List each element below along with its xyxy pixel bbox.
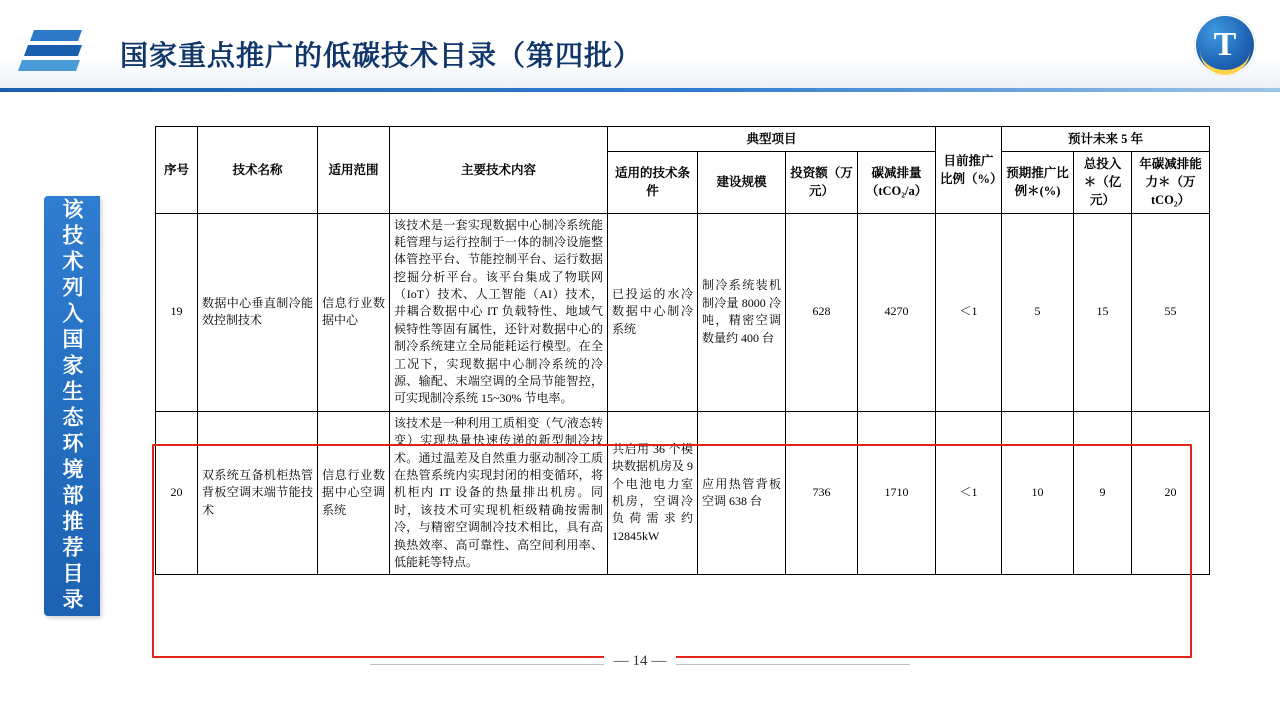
cell-tech-name: 双系统互备机柜热管背板空调末端节能技术 [198,411,318,575]
cell-current-promo: ＜1 [936,213,1002,411]
col-expected-promo: 预期推广比例＊(%) [1002,152,1074,213]
technology-catalog-table-wrapper [155,126,1202,575]
cell-total-input: 15 [1074,213,1132,411]
page-number: — 14 — [604,653,677,670]
organization-logo [1194,14,1256,76]
col-total-input: 总投入＊（亿元） [1074,152,1132,213]
side-callout-label: 该技术列入国家生态环境部推荐目录 [60,198,84,614]
cell-seq: 19 [156,213,198,411]
col-investment: 投资额（万元） [786,152,858,213]
cell-carbon-reduction: 4270 [858,213,936,411]
cell-expected-promo: 5 [1002,213,1074,411]
col-current-promo: 目前推广比例（%） [936,127,1002,214]
logo-letter: T [1213,26,1237,63]
cell-construction-scale: 应用热管背板空调 638 台 [698,411,786,575]
table-row [156,213,1210,411]
cell-applicable-condition: 已投运的水冷数据中心制冷系统 [608,213,698,411]
cell-total-input: 9 [1074,411,1132,575]
page-title: 国家重点推广的低碳技术目录（第四批） [120,40,643,71]
col-seq: 序号 [156,127,198,214]
cell-investment: 628 [786,213,858,411]
col-tech-name: 技术名称 [198,127,318,214]
cell-investment: 736 [786,411,858,575]
technology-catalog-table [155,126,1210,575]
col-annual-capacity: 年碳减排能力＊（万 tCO₂） [1132,152,1210,213]
table-header-row-top [156,127,1210,152]
cell-scope: 信息行业数据中心空调系统 [318,411,390,575]
col-construction-scale: 建设规模 [698,152,786,213]
cell-carbon-reduction: 1710 [858,411,936,575]
cell-applicable-condition: 共启用 36 个模块数据机房及 9 个电池电力室机房，空调冷负荷需求约 12845kW [608,411,698,575]
col-future-5-years: 预计未来 5 年 [1002,127,1210,152]
cell-tech-name: 数据中心垂直制冷能效控制技术 [198,213,318,411]
cell-expected-promo: 10 [1002,411,1074,575]
col-scope: 适用范围 [318,127,390,214]
col-carbon-reduction: 碳减排量（tCO₂/a） [858,152,936,213]
col-typical-project: 典型项目 [608,127,936,152]
table-row-highlighted [156,411,1210,575]
slide-header [0,0,1280,96]
cell-seq: 20 [156,411,198,575]
cell-main-content: 该技术是一种利用工质相变（气/液态转变）实现热量快速传递的新型制冷技术。通过温差及自然重力驱动制冷工质在热管系统内实现封闭的相变循环，将机柜内 IT 设备的热量排出机房。同时，该技术可实现机柜级精确按需制冷，与精密空调制冷技术相比，具有高换热效率、高可靠性、高空间利用率、低能耗等特点。 [390,411,608,575]
cell-current-promo: ＜1 [936,411,1002,575]
cell-scope: 信息行业数据中心 [318,213,390,411]
cell-annual-capacity: 20 [1132,411,1210,575]
col-applicable-condition: 适用的技术条件 [608,152,698,213]
col-main-content: 主要技术内容 [390,127,608,214]
header-divider [0,88,1280,92]
header-accent-stripes-icon [18,30,82,74]
cell-construction-scale: 制冷系统装机制冷量 8000 冷吨，精密空调数量约 400 台 [698,213,786,411]
slide-footer [0,652,1280,670]
cell-main-content: 该技术是一套实现数据中心制冷系统能耗管理与运行控制于一体的制冷设施整体管控平台、节能控制平台、运行数据挖掘分析平台。该平台集成了物联网（IoT）技术、人工智能（AI）技术，并耦合数据中心 IT 负载特性、地域气候特性等固有属性，还针对数据中心的制冷系统建立全局能耗运行模型。在全工况下，实现数据中心制冷系统的冷源、输配、末端空调的全局节能智控，可实现制冷系统 15~30% 节电率。 [390,213,608,411]
cell-annual-capacity: 55 [1132,213,1210,411]
side-callout-tab [44,196,100,616]
